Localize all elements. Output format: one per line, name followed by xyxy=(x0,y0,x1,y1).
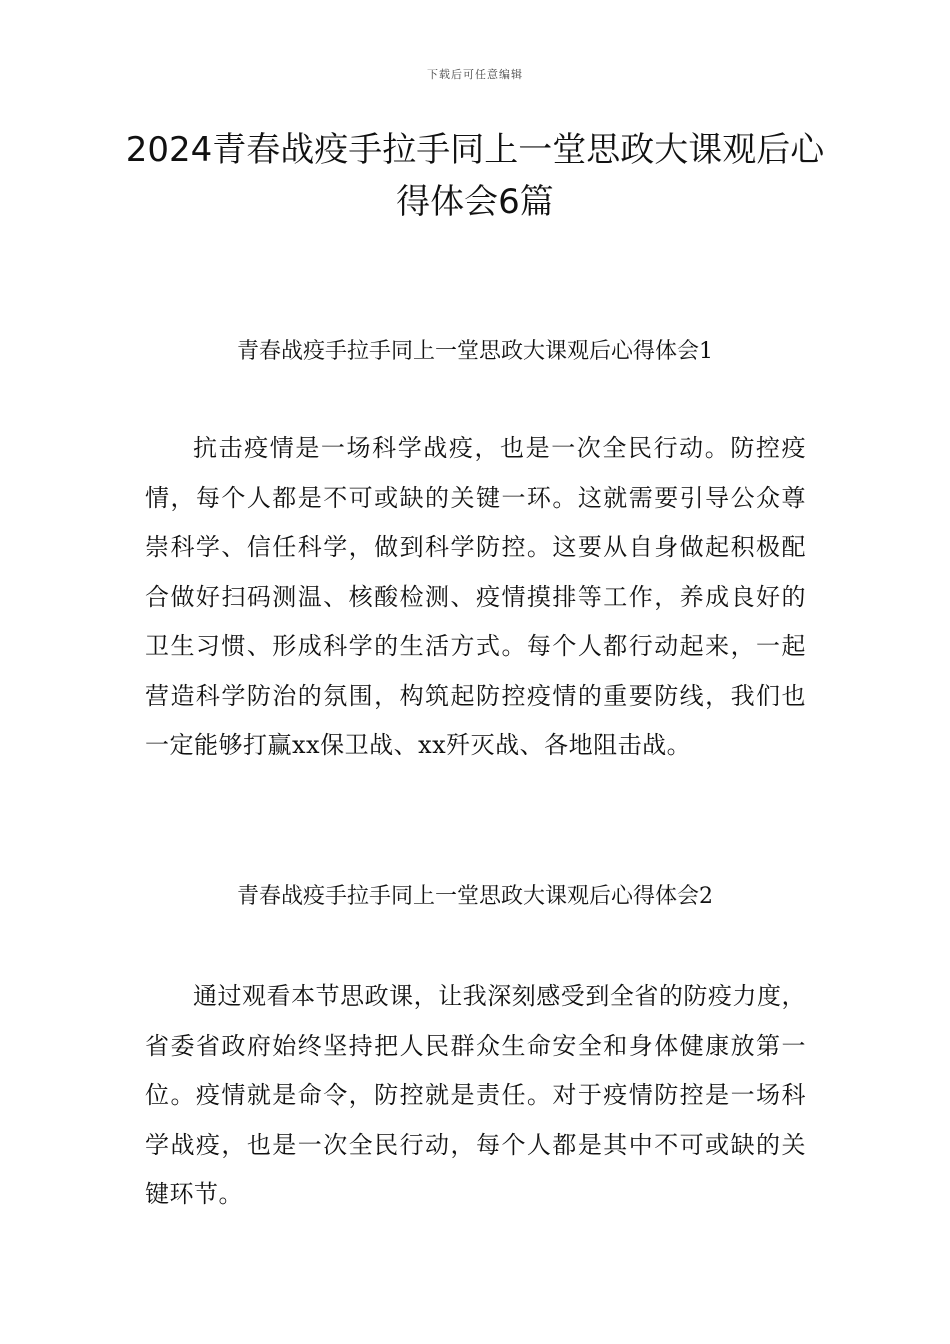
section-heading-2: 青春战疫手拉手同上一堂思政大课观后心得体会2 xyxy=(237,884,713,909)
section-paragraph-1: 抗击疫情是一场科学战疫，也是一次全民行动。防控疫情，每个人都是不可或缺的关键一环。这就需要引导公众尊崇科学、信任科学，做到科学防控。这要从自身做起积极配合做好扫码测温、核酸检测、疫情摸排等工作，养成良好的卫生习惯、形成科学的生活方式。每个人都行动起来，一起营造科学防治的氛围，构筑起防控疫情的重要防线，我们也一定能够打赢xx保卫战、xx歼灭战、各地阻击战。 xyxy=(145,434,806,759)
header-note: 下载后可任意编辑 xyxy=(427,68,523,81)
section-heading-1: 青春战疫手拉手同上一堂思政大课观后心得体会1 xyxy=(237,339,713,364)
document-title: 2024青春战疫手拉手同上一堂思政大课观后心得体会6篇 xyxy=(125,130,825,222)
section-paragraph-2: 通过观看本节思政课，让我深刻感受到全省的防疫力度，省委省政府始终坚持把人民群众生命安全和身体健康放第一位。疫情就是命令，防控就是责任。对于疫情防控是一场科学战疫，也是一次全民行动，每个人都是其中不可或缺的关键环节。 xyxy=(145,982,806,1208)
